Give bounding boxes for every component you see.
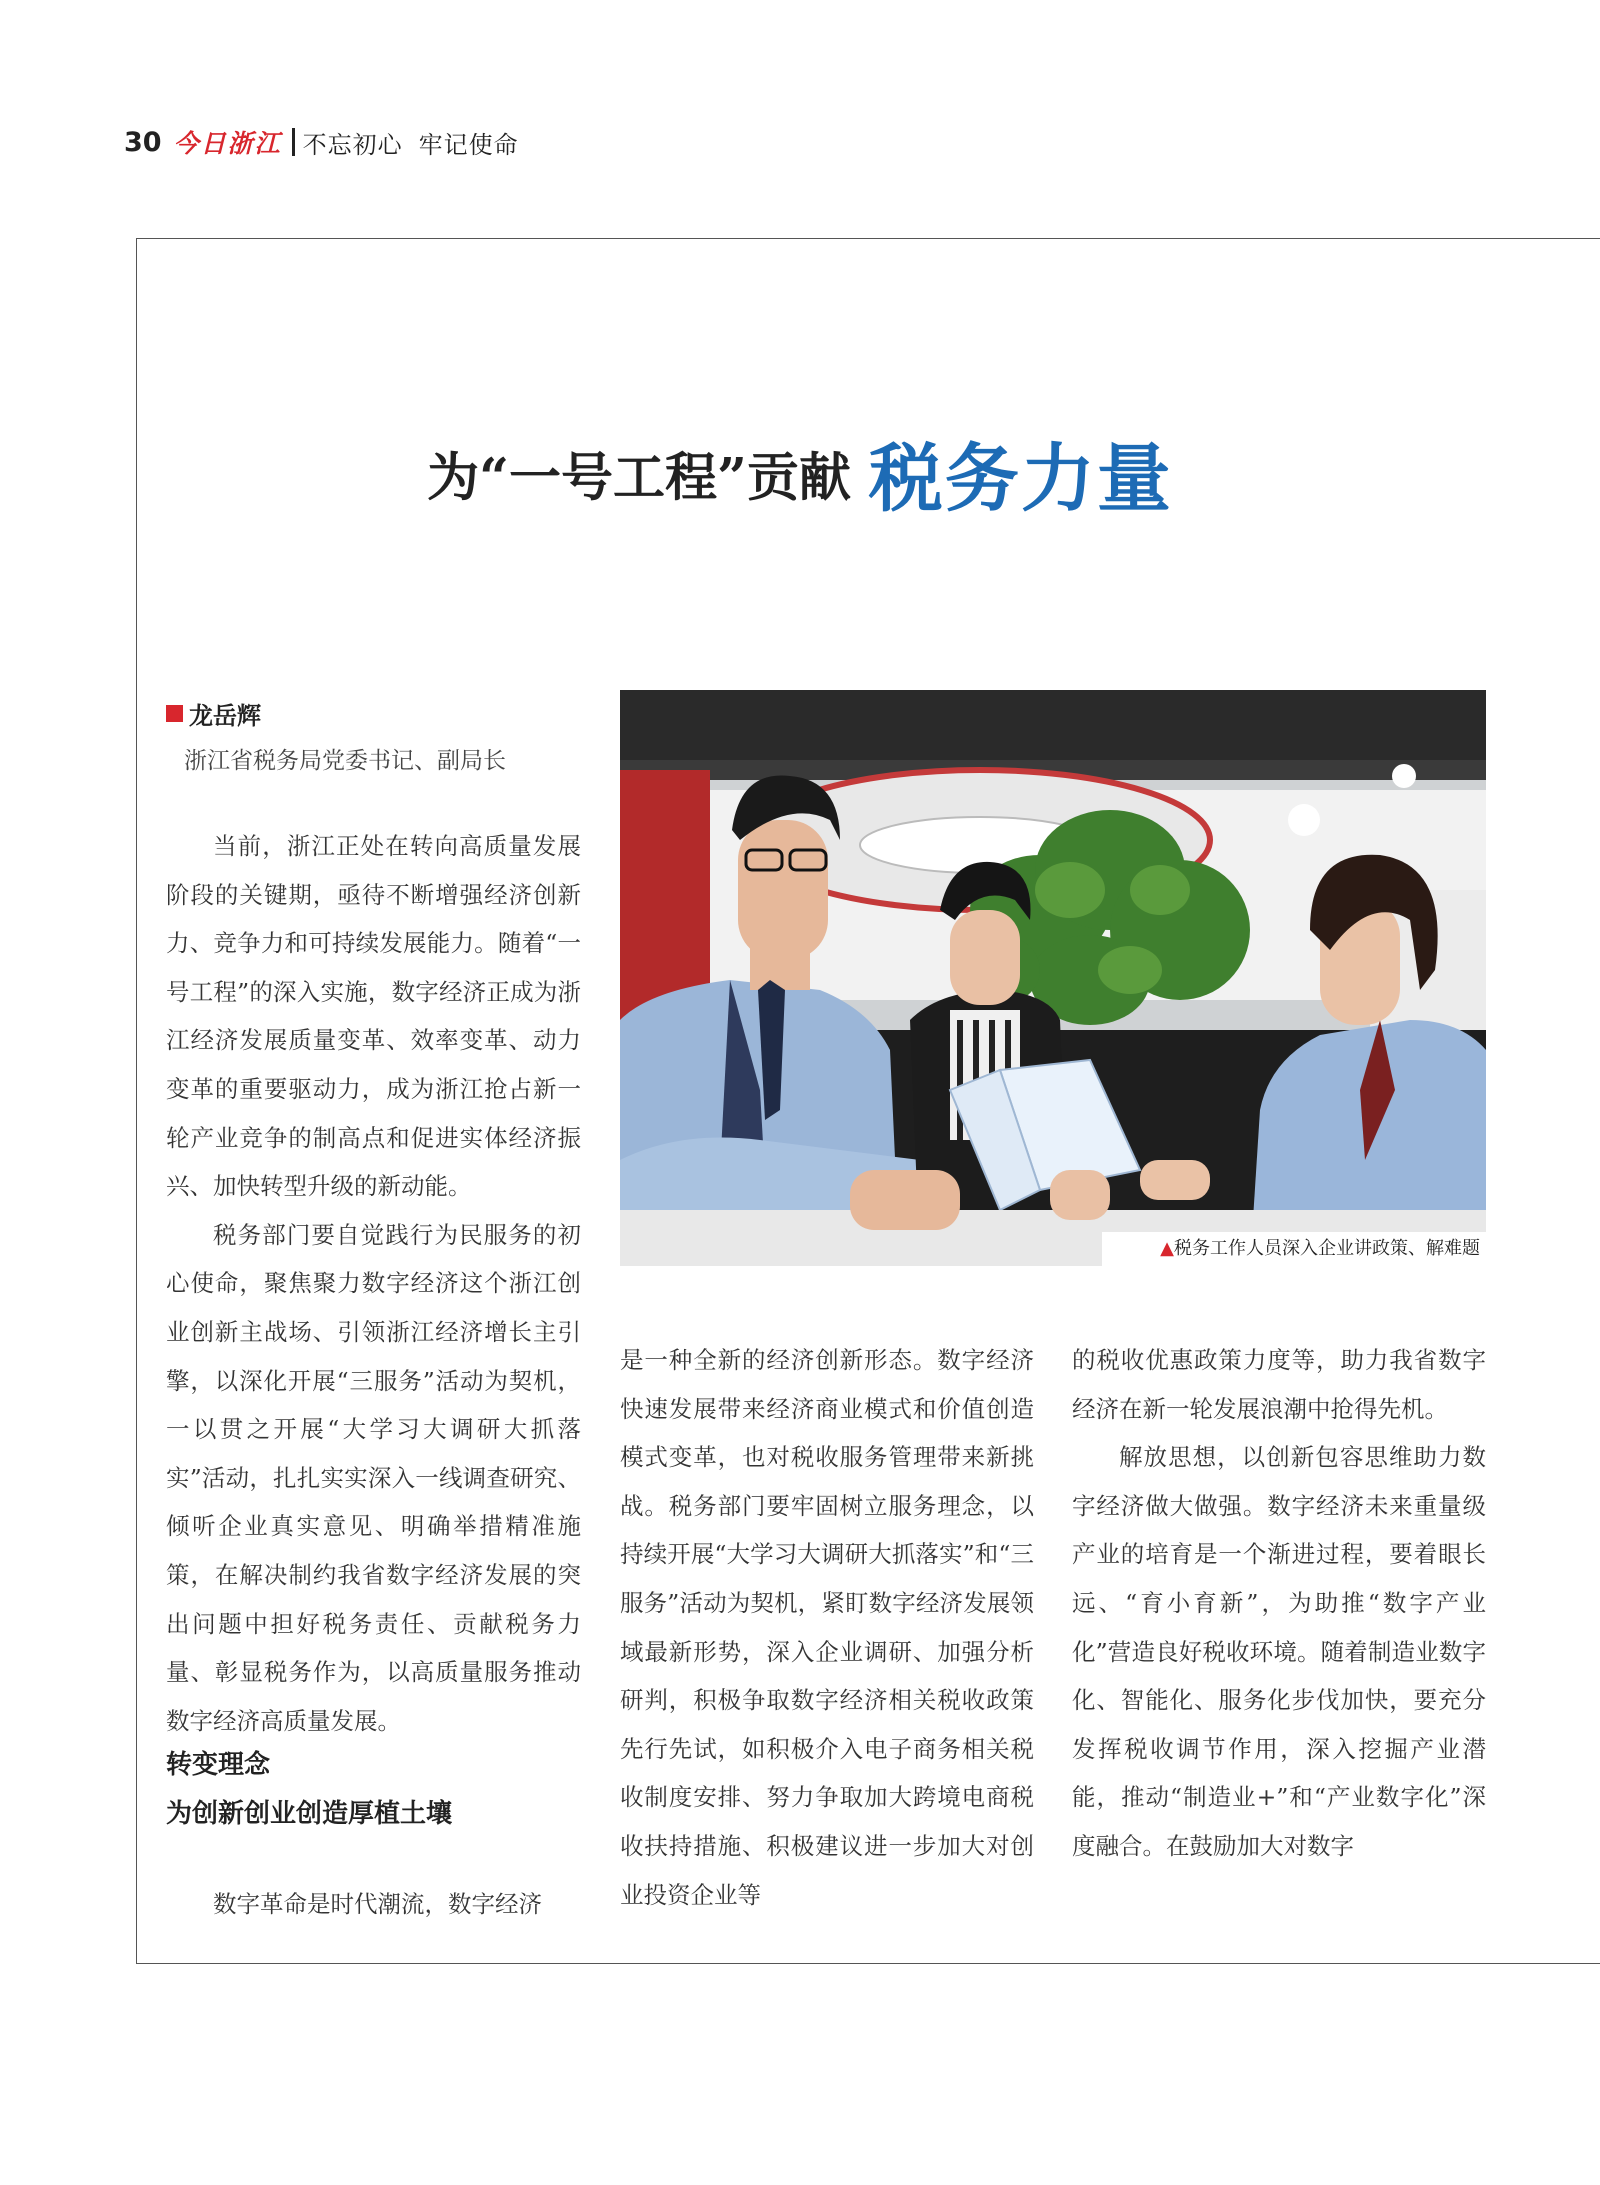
text-column-2 [620, 1336, 1034, 1919]
paragraph-5: 的税收优惠政策力度等，助力我省数字经济在新一轮发展浪潮中抢得先机。 [1072, 1346, 1486, 1423]
paragraph-3: 数字革命是时代潮流，数字经济 [213, 1890, 542, 1918]
page-number: 30 [124, 126, 162, 158]
subheading-line-2: 为创新创业创造厚植土壤 [166, 1799, 453, 1829]
title-part-1: 为“一号工程”贡献 [427, 447, 851, 509]
magazine-logo: 今日浙江 [173, 129, 282, 158]
title-part-2: 税务力量 [868, 436, 1173, 522]
text-column-1 [166, 822, 581, 1745]
author-name: 龙岳辉 [189, 702, 261, 730]
caption-triangle-icon: ▲ [1160, 1238, 1174, 1259]
article-photo [620, 690, 1486, 1266]
photo-caption-text: 税务工作人员深入企业讲政策、解难题 [1174, 1238, 1480, 1259]
subheading-line-1: 转变理念 [166, 1750, 271, 1780]
slogan-part-1: 不忘初心 [302, 130, 403, 159]
photo-illustration [620, 690, 1486, 1266]
author-line [166, 696, 261, 731]
running-header [124, 122, 519, 162]
slogan-part-2: 牢记使命 [418, 130, 519, 159]
paragraph-6: 解放思想，以创新包容思维助力数字经济做大做强。数字经济未来重量级产业的培育是一个渐进过程，要着眼长远、“育小育新”，为助推“数字产业化”营造良好税收环境。随着制造业数字化、智能化、服务化步伐加快，要充分发挥税收调节作用，深入挖掘产业潜能，推动“制造业+”和“产业数字化”深度融合。在鼓励加大对数字 [1072, 1443, 1486, 1860]
photo-caption [1102, 1232, 1486, 1266]
header-divider [292, 128, 295, 156]
text-column-1-continued [166, 1880, 581, 1929]
paragraph-1: 当前，浙江正处在转向高质量发展阶段的关键期，亟待不断增强经济创新力、竞争力和可持续发展能力。随着“一号工程”的深入实施，数字经济正成为浙江经济发展质量变革、效率变革、动力变革的重要驱动力，成为浙江抢占新一轮产业竞争的制高点和促进实体经济振兴、加快转型升级的新动能。 [166, 832, 581, 1201]
text-column-3 [1072, 1336, 1486, 1871]
paragraph-2: 税务部门要自觉践行为民服务的初心使命，聚焦聚力数字经济这个浙江创业创新主战场、引领浙江经济增长主引擎，以深化开展“三服务”活动为契机，一以贯之开展“大学习大调研大抓落实”活动，扎扎实实深入一线调查研究、倾听企业真实意见、明确举措精准施策，在解决制约我省数字经济发展的突出问题中担好税务责任、贡献税务力量、彰显税务作为，以高质量服务推动数字经济高质量发展。 [166, 1220, 581, 1735]
paragraph-4: 是一种全新的经济创新形态。数字经济快速发展带来经济商业模式和价值创造模式变革，也对税收服务管理带来新挑战。税务部门要牢固树立服务理念，以持续开展“大学习大调研大抓落实”和“三服务”活动为契机，紧盯数字经济发展领域最新形势，深入企业调研、加强分析研判，积极争取数字经济相关税收政策先行先试，如积极介入电子商务相关税收制度安排、努力争取加大跨境电商税收扶持措施、积极建议进一步加大对创业投资企业等 [620, 1346, 1034, 1909]
article-title [0, 420, 1600, 526]
section-slogan [303, 125, 519, 160]
author-title: 浙江省税务局党委书记、副局长 [184, 748, 506, 774]
author-square-icon [166, 705, 183, 722]
